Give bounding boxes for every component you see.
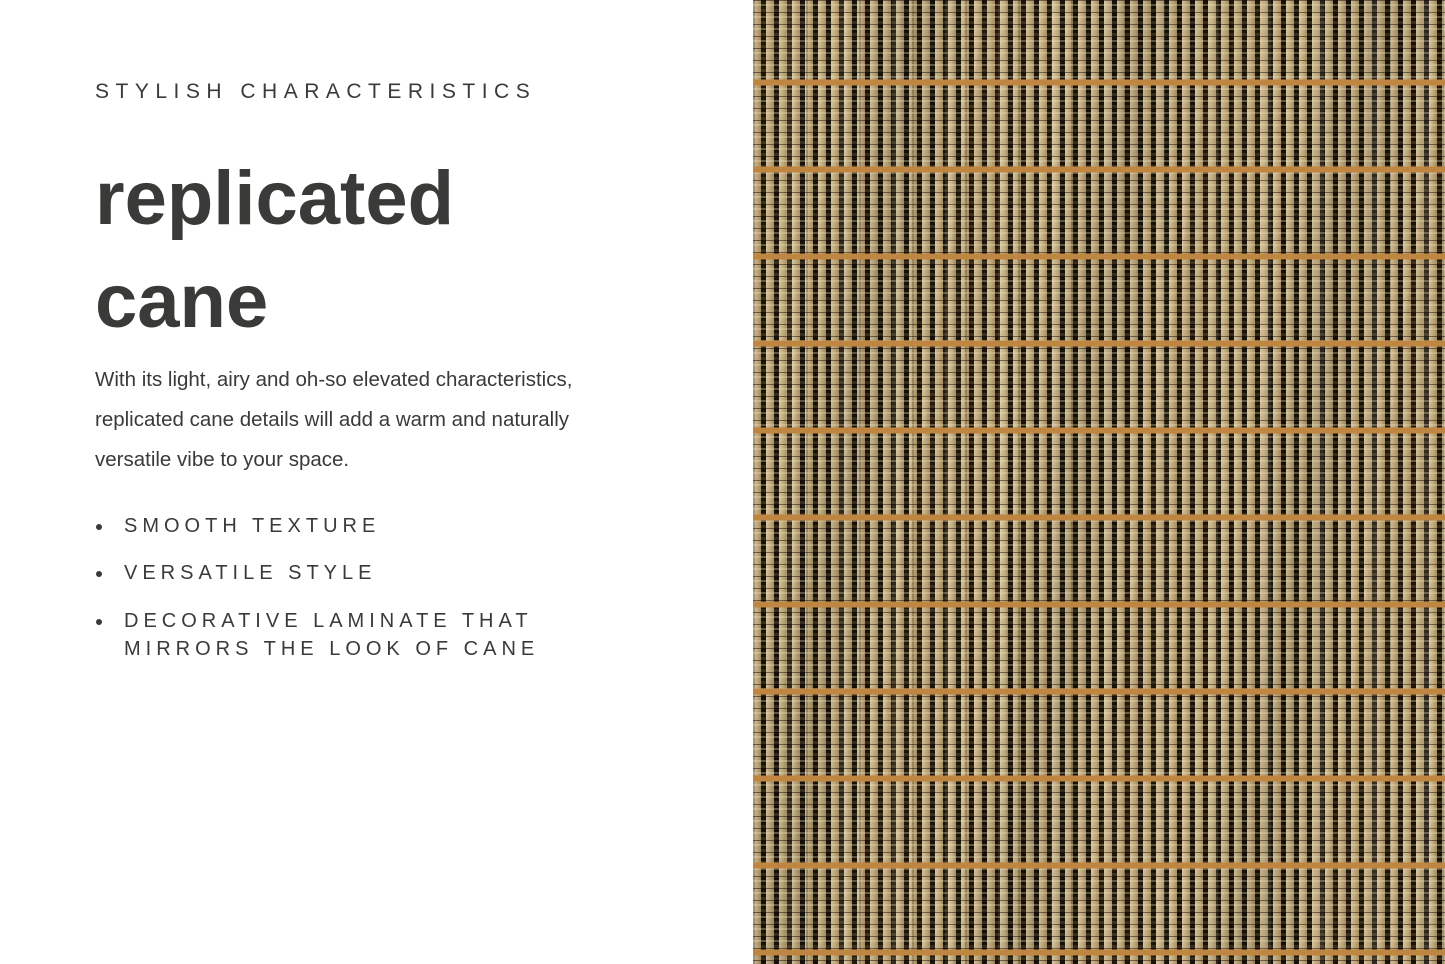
- page-title-line-2: cane: [95, 259, 269, 345]
- eyebrow-label: STYLISH CHARACTERISTICS: [95, 80, 537, 103]
- page-title-line-1: replicated: [95, 156, 455, 242]
- content-panel: [95, 80, 705, 663]
- description-line-1: With its light, airy and oh-so elevated characteristics,: [95, 367, 573, 391]
- description-line-2: replicated cane details will add a warm and naturally: [95, 407, 570, 431]
- description-line-3: versatile vibe to your space.: [95, 447, 350, 471]
- feature-item-versatile-style: • VERSATILE STYLE: [114, 559, 574, 587]
- replicated-cane-texture-image: [753, 0, 1445, 964]
- feature-item-decorative-laminate: • DECORATIVE LAMINATE THAT MIRRORS THE LOOK OF CANE: [114, 607, 574, 664]
- page-title: [95, 147, 705, 354]
- description: [95, 360, 705, 480]
- feature-list: [95, 512, 705, 664]
- feature-item-smooth-texture: • SMOOTH TEXTURE: [114, 512, 574, 540]
